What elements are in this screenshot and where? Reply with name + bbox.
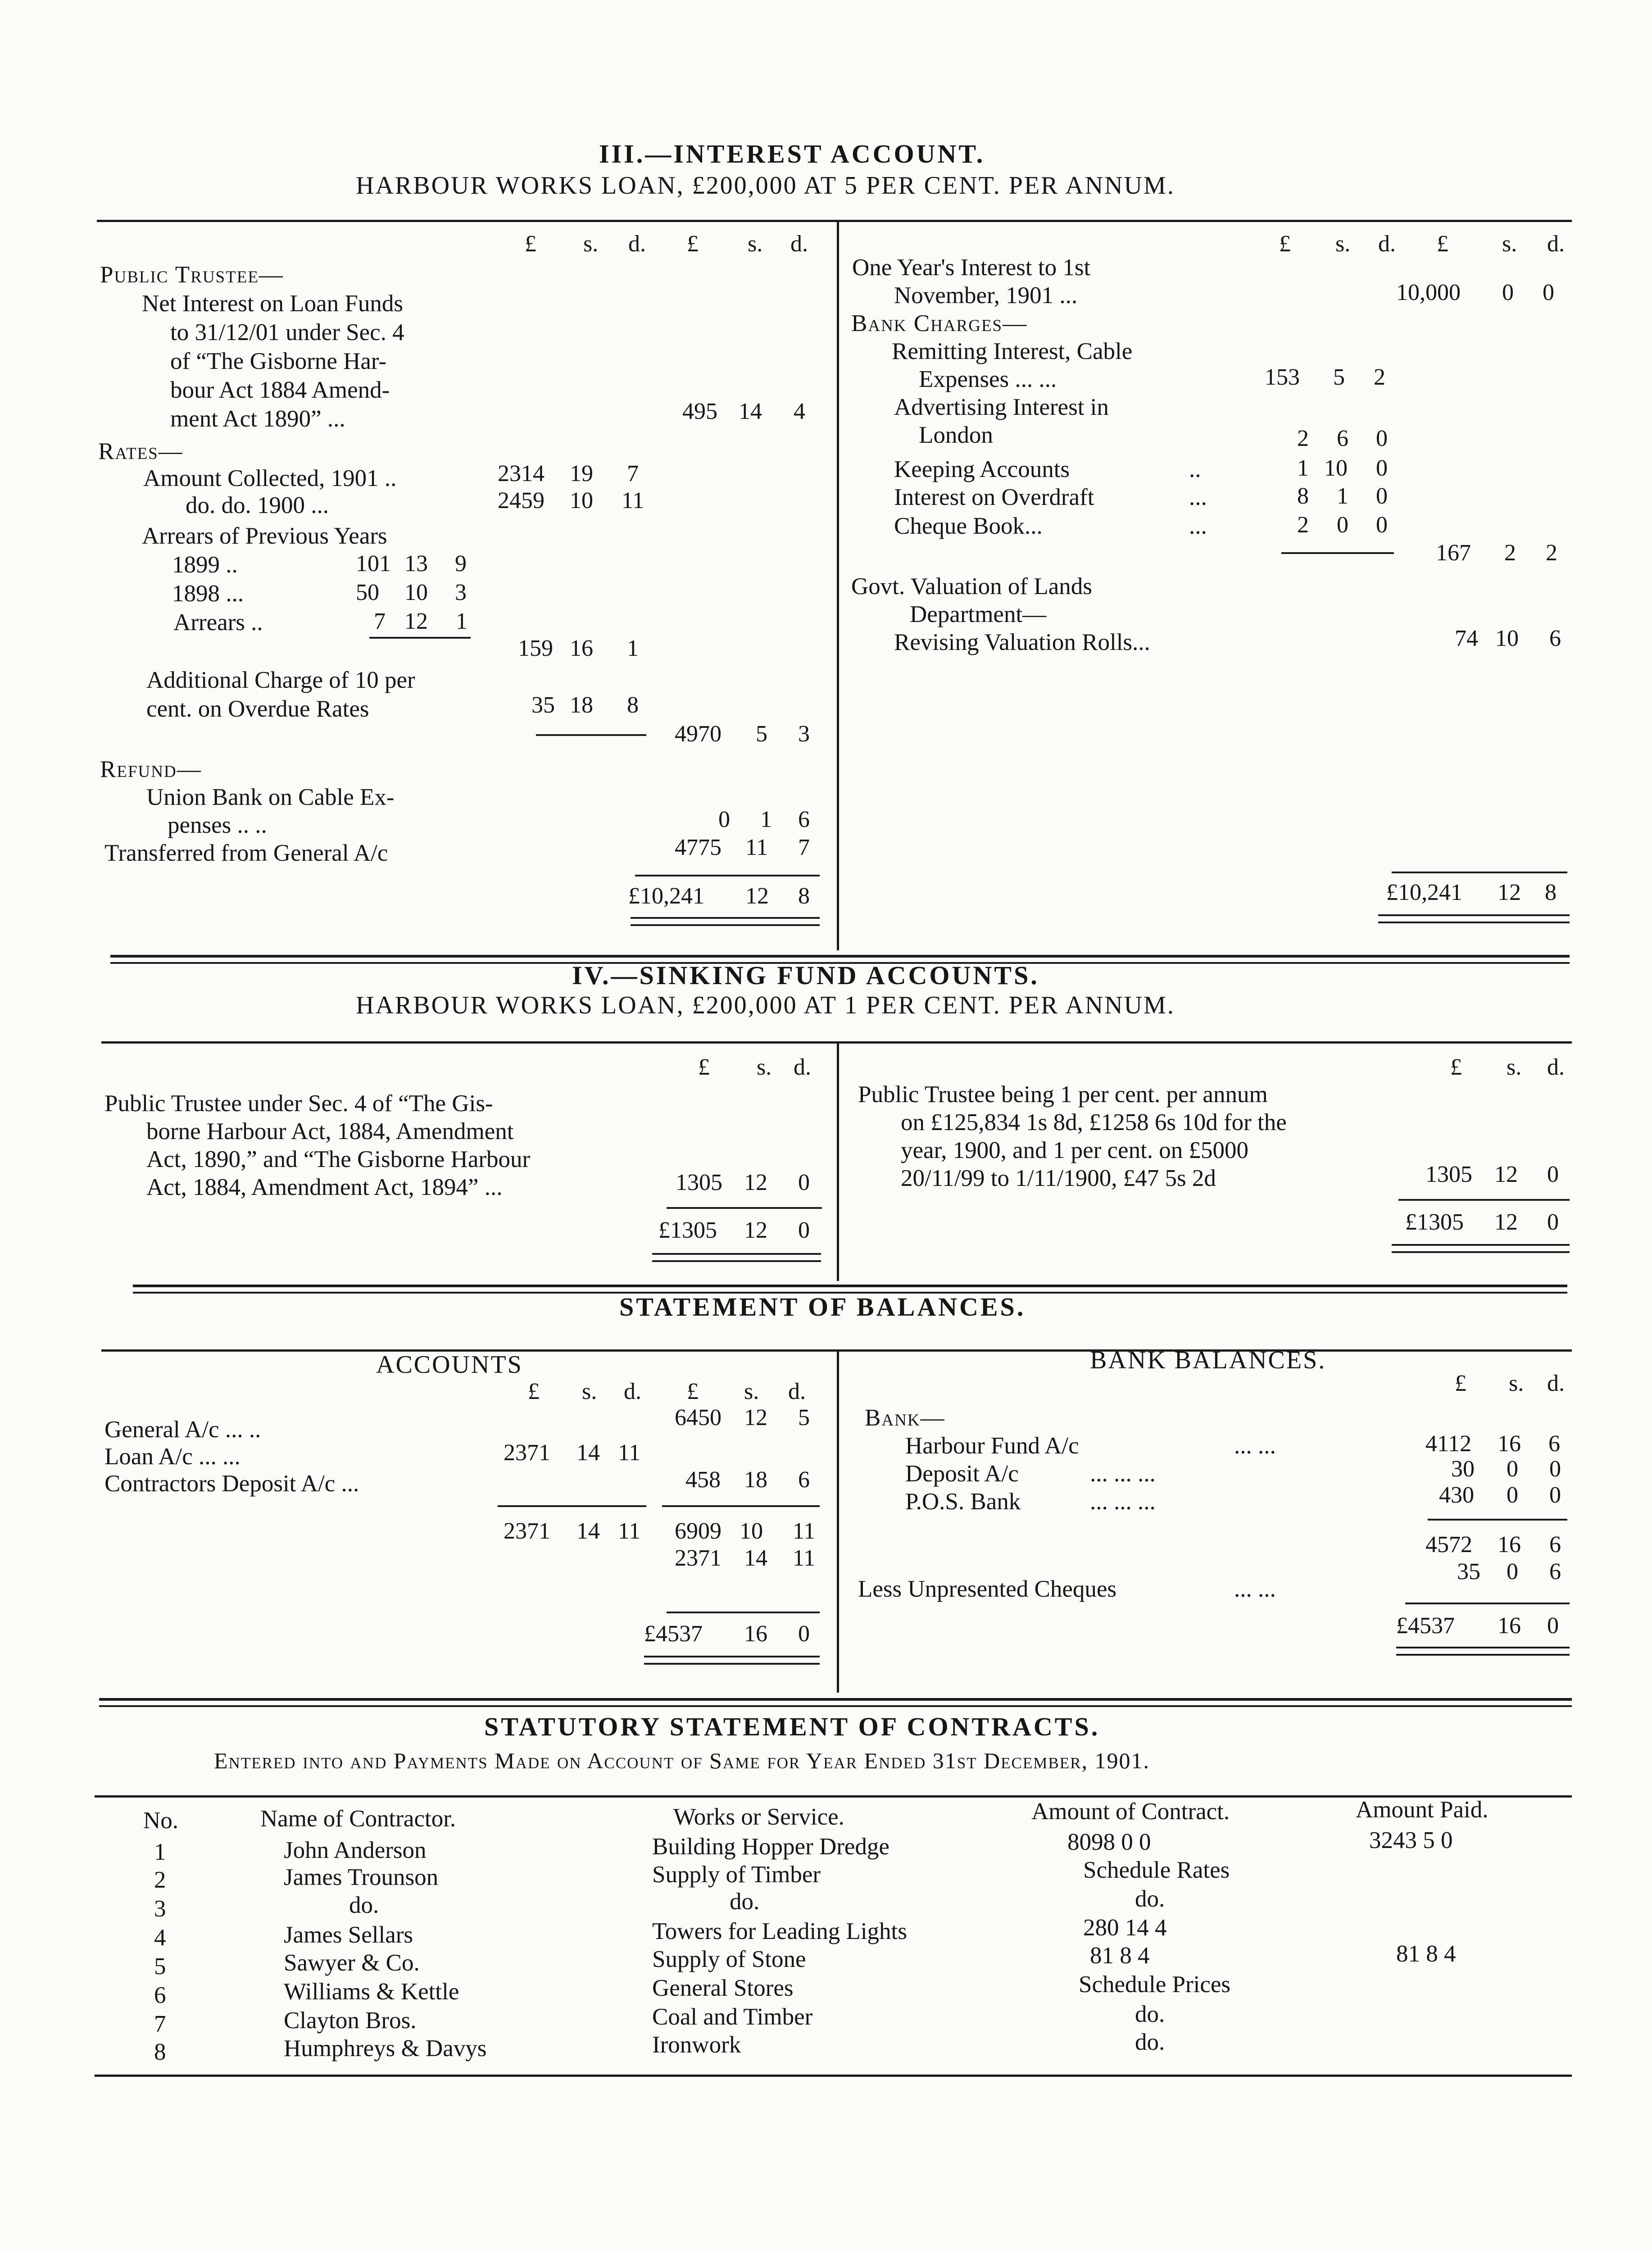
bank-charges-label: Bank Charges— <box>851 310 1028 336</box>
contractors-deposit-label: Contractors Deposit A/c ... <box>104 1471 359 1497</box>
net-interest-line-3: of “The Gisborne Har- <box>170 348 387 374</box>
transferred-shillings: 11 <box>745 835 768 860</box>
right-total-double-rule <box>1378 914 1570 923</box>
col-s: s. <box>1507 1054 1522 1080</box>
govt-line-2: Department— <box>910 601 1047 627</box>
advertising-shillings: 6 <box>1337 426 1348 451</box>
right-total-rule <box>1392 872 1567 873</box>
contract-work: Building Hopper Dredge <box>652 1834 890 1860</box>
sinking-subtitle: HARBOUR WORKS LOAN, £200,000 AT 1 PER CENT. PER ANNUM. <box>356 991 1175 1019</box>
collected-1900-pence: 11 <box>622 488 644 513</box>
sinking-right-total-shillings: 12 <box>1494 1209 1518 1235</box>
contractor-name: James Trounson <box>284 1864 439 1890</box>
contractors-deposit-pence: 6 <box>798 1467 810 1493</box>
additional-shillings: 18 <box>570 692 593 718</box>
dr-total-shillings: 14 <box>576 1518 600 1544</box>
deposit-ac-pence: 0 <box>1549 1456 1561 1482</box>
general-ac-pence: 5 <box>798 1405 810 1430</box>
sinking-right-rule <box>1398 1199 1570 1201</box>
deposit-ac-shillings: 0 <box>1507 1456 1518 1482</box>
sinking-right-shillings: 12 <box>1494 1162 1518 1187</box>
less-cheques-pence: 6 <box>1549 1559 1561 1585</box>
contractors-deposit-shillings: 18 <box>744 1467 767 1493</box>
sinking-right-line-4: 20/11/99 to 1/11/1900, £47 5s 2d <box>901 1165 1216 1191</box>
pos-bank-pounds: 430 <box>1439 1482 1474 1508</box>
sinking-right-line-3: year, 1900, and 1 per cent. on £5000 <box>901 1137 1249 1163</box>
contract-work: Supply of Stone <box>652 1946 806 1972</box>
rates-underline <box>536 734 646 736</box>
rates-label: Rates— <box>98 438 183 464</box>
arrears-1899-label: 1899 .. <box>172 552 238 578</box>
left-total-pence: 8 <box>798 883 810 909</box>
remitting-line-1: Remitting Interest, Cable <box>892 338 1133 364</box>
cheque-pence: 0 <box>1376 512 1388 538</box>
left-total-rule <box>635 875 820 876</box>
bank-subtotal-shillings: 16 <box>1498 1532 1521 1557</box>
contracts-header-paid: Amount Paid. <box>1356 1797 1489 1823</box>
advertising-pounds: 2 <box>1297 426 1309 451</box>
contract-work: do. <box>730 1889 760 1915</box>
cr-total-pounds: 6909 <box>675 1518 722 1544</box>
pos-bank-dots: ... ... ... <box>1090 1489 1156 1515</box>
contracts-title: STATUTORY STATEMENT OF CONTRACTS. <box>484 1712 1100 1741</box>
less-cheques-dots: ... ... <box>1234 1576 1276 1602</box>
rates-total-shillings: 5 <box>756 721 767 747</box>
dr-total-pence: 11 <box>618 1518 641 1544</box>
interest-title: III.—INTEREST ACCOUNT. <box>599 139 985 168</box>
contracts-top-rule <box>95 1795 1572 1798</box>
cr-less-pence: 11 <box>793 1545 816 1571</box>
col-s: s. <box>748 231 763 257</box>
deposit-ac-dots: ... ... ... <box>1090 1461 1156 1487</box>
pos-bank-label: P.O.S. Bank <box>905 1489 1021 1515</box>
additional-pence: 8 <box>627 692 639 718</box>
harbour-fund-label: Harbour Fund A/c <box>905 1433 1079 1459</box>
accounts-heading: ACCOUNTS <box>376 1351 523 1379</box>
net-interest-line-4: bour Act 1884 Amend- <box>170 377 390 403</box>
col-d: d. <box>628 231 646 257</box>
contractor-name: Humphreys & Davys <box>284 2035 487 2061</box>
net-total-pounds: £4537 <box>644 1621 703 1647</box>
deposit-ac-label: Deposit A/c <box>905 1461 1019 1487</box>
arrears-total-pounds: 159 <box>518 636 553 661</box>
contract-work: Supply of Timber <box>652 1862 821 1888</box>
pos-bank-shillings: 0 <box>1507 1482 1518 1508</box>
cr-underline <box>662 1505 820 1507</box>
section-rule <box>99 1698 1572 1701</box>
interest-top-rule <box>97 220 1572 222</box>
less-cheques-label: Less Unpresented Cheques <box>858 1576 1117 1602</box>
col-s: s. <box>744 1379 759 1404</box>
sinking-divider <box>837 1042 839 1281</box>
net-total-pence: 0 <box>798 1621 810 1647</box>
contract-amount: do. <box>1135 2029 1165 2055</box>
col-d: d. <box>794 1054 811 1080</box>
transferred-label: Transferred from General A/c <box>104 840 388 866</box>
bank-final-pence: 0 <box>1547 1613 1559 1639</box>
advertising-line-1: Advertising Interest in <box>894 394 1109 420</box>
sinking-left-shillings: 12 <box>744 1170 767 1195</box>
contract-no: 8 <box>154 2039 166 2065</box>
contract-no: 5 <box>154 1953 166 1980</box>
net-total-double-rule <box>644 1656 820 1665</box>
loan-ac-shillings: 14 <box>576 1440 600 1466</box>
govt-pence: 6 <box>1549 626 1561 651</box>
loan-ac-label: Loan A/c ... ... <box>104 1444 241 1470</box>
keeping-label: Keeping Accounts <box>894 456 1070 482</box>
collected-1900-shillings: 10 <box>570 488 593 513</box>
union-bank-pounds: 0 <box>718 807 730 832</box>
contractor-name: Williams & Kettle <box>284 1979 459 2005</box>
bank-subtotal-pence: 6 <box>1549 1532 1561 1557</box>
overdraft-pounds: 8 <box>1297 483 1309 509</box>
collected-1901-shillings: 19 <box>570 461 593 486</box>
right-total-pence: 8 <box>1545 880 1557 905</box>
arrears-1898-label: 1898 ... <box>172 581 244 607</box>
general-ac-label: General A/c ... .. <box>104 1417 261 1443</box>
col-pound: £ <box>525 231 536 257</box>
keeping-dots: .. <box>1189 456 1201 482</box>
one-year-line-1: One Year's Interest to 1st <box>852 254 1091 281</box>
contractor-name: James Sellars <box>284 1922 413 1948</box>
left-total-double-rule <box>631 917 820 926</box>
left-total-pounds: £10,241 <box>628 883 704 909</box>
govt-line-1: Govt. Valuation of Lands <box>851 573 1092 599</box>
collected-1900-pounds: 2459 <box>498 488 545 513</box>
remitting-pence: 2 <box>1374 364 1385 390</box>
bank-balances-heading: BANK BALANCES. <box>1090 1346 1326 1374</box>
sinking-right-pounds: 1305 <box>1425 1162 1472 1187</box>
contract-work: General Stores <box>652 1975 794 2001</box>
overdraft-label: Interest on Overdraft <box>894 484 1094 510</box>
deposit-ac-pounds: 30 <box>1451 1456 1475 1482</box>
overdraft-pence: 0 <box>1376 483 1388 509</box>
col-pound: £ <box>698 1054 710 1080</box>
col-s: s. <box>582 1379 597 1404</box>
cr-total-pence: 11 <box>793 1518 816 1544</box>
col-pound: £ <box>1450 1054 1462 1080</box>
arrears-1899-shillings: 13 <box>404 551 428 577</box>
cheque-shillings: 0 <box>1337 512 1348 538</box>
keeping-pence: 0 <box>1376 455 1388 481</box>
harbour-fund-dots: ... ... <box>1234 1433 1276 1459</box>
bank-subtotal-pounds: 4572 <box>1425 1532 1472 1557</box>
net-interest-pence: 4 <box>794 399 805 424</box>
col-d: d. <box>1378 231 1396 257</box>
arrears-1898-shillings: 10 <box>404 580 428 605</box>
net-interest-shillings: 14 <box>739 399 762 424</box>
contract-no: 2 <box>154 1867 166 1893</box>
section-rule <box>110 955 1570 958</box>
additional-pounds: 35 <box>531 692 555 718</box>
col-d: d. <box>1547 1371 1565 1396</box>
less-cheques-pounds: 35 <box>1457 1559 1480 1585</box>
col-d: d. <box>1547 1054 1565 1080</box>
bank-final-shillings: 16 <box>1498 1613 1521 1639</box>
contracts-subtitle: Entered into and Payments Made on Account of Same for Year Ended 31st December, 1901. <box>214 1748 1150 1773</box>
remitting-pounds: 153 <box>1265 364 1300 390</box>
harbour-fund-shillings: 16 <box>1498 1431 1521 1457</box>
union-bank-line-2: penses .. .. <box>168 812 267 838</box>
remitting-line-2: Expenses ... ... <box>919 366 1057 392</box>
section-rule <box>99 1705 1572 1707</box>
contract-amount: do. <box>1135 1886 1165 1912</box>
cr-total-shillings: 10 <box>740 1518 763 1544</box>
arrears-1898-pence: 3 <box>455 580 467 605</box>
contracts-header-no: No. <box>143 1807 179 1834</box>
one-year-shillings: 0 <box>1502 280 1514 305</box>
bank-charges-underline <box>1281 552 1394 554</box>
col-s: s. <box>583 231 599 257</box>
sinking-left-pence: 0 <box>798 1170 810 1195</box>
one-year-pounds: 10,000 <box>1396 280 1461 305</box>
right-total-pounds: £10,241 <box>1386 880 1462 905</box>
col-s: s. <box>1502 231 1517 257</box>
sinking-left-line-3: Act, 1890,” and “The Gisborne Harbour <box>146 1146 531 1172</box>
arrears-previous-label: Arrears of Previous Years <box>142 523 387 549</box>
contract-paid: 3243 5 0 <box>1369 1827 1453 1853</box>
general-ac-shillings: 12 <box>744 1405 767 1430</box>
bank-total-shillings: 2 <box>1504 540 1516 566</box>
cheque-label: Cheque Book... <box>894 513 1043 539</box>
keeping-pounds: 1 <box>1297 455 1309 481</box>
remitting-shillings: 5 <box>1333 364 1345 390</box>
overdraft-shillings: 1 <box>1337 483 1348 509</box>
union-bank-line-1: Union Bank on Cable Ex- <box>146 784 395 810</box>
col-pound: £ <box>1437 231 1448 257</box>
bank-total-pounds: 167 <box>1436 540 1471 566</box>
contract-work: Ironwork <box>652 2032 741 2058</box>
contract-amount: 81 8 4 <box>1090 1943 1150 1969</box>
bank-total-pence: 2 <box>1546 540 1557 566</box>
contract-no: 4 <box>154 1925 166 1951</box>
contract-work: Towers for Leading Lights <box>652 1918 907 1944</box>
sinking-left-total-pounds: £1305 <box>658 1217 717 1243</box>
contracts-header-work: Works or Service. <box>673 1804 844 1830</box>
sinking-left-line-2: borne Harbour Act, 1884, Amendment <box>146 1118 514 1144</box>
contract-amount: 8098 0 0 <box>1067 1829 1151 1855</box>
govt-line-3: Revising Valuation Rolls... <box>894 629 1150 655</box>
sinking-right-total-pence: 0 <box>1547 1209 1559 1235</box>
col-pound: £ <box>528 1379 540 1404</box>
bank-total-double-rule <box>1396 1647 1570 1656</box>
cr-less-shillings: 14 <box>744 1545 767 1571</box>
keeping-shillings: 10 <box>1324 455 1348 481</box>
net-interest-line-2: to 31/12/01 under Sec. 4 <box>170 319 404 345</box>
net-interest-pounds: 495 <box>682 399 717 424</box>
sinking-right-line-1: Public Trustee being 1 per cent. per annum <box>858 1081 1268 1108</box>
contract-work: Coal and Timber <box>652 2004 813 2030</box>
sinking-right-double-rule <box>1392 1244 1570 1253</box>
section-rule <box>133 1285 1567 1287</box>
sinking-left-line-4: Act, 1884, Amendment Act, 1894” ... <box>146 1174 503 1200</box>
one-year-pence: 0 <box>1543 280 1554 305</box>
sinking-left-total-pence: 0 <box>798 1217 810 1243</box>
bank-final-pounds: £4537 <box>1396 1613 1455 1639</box>
contractor-name: Sawyer & Co. <box>284 1950 420 1976</box>
transferred-pence: 7 <box>798 835 810 860</box>
contract-amount: Schedule Prices <box>1079 1971 1231 1998</box>
collected-1901-pence: 7 <box>627 461 639 486</box>
loan-ac-pence: 11 <box>618 1440 641 1466</box>
sinking-left-total-shillings: 12 <box>744 1217 767 1243</box>
net-total-shillings: 16 <box>744 1621 767 1647</box>
contract-amount: do. <box>1135 2001 1165 2027</box>
col-pound: £ <box>687 1379 699 1404</box>
col-d: d. <box>624 1379 641 1404</box>
additional-line-1: Additional Charge of 10 per <box>146 667 415 693</box>
contract-amount: 280 14 4 <box>1083 1915 1167 1941</box>
arrears-shillings: 12 <box>404 608 428 634</box>
arrears-1899-pence: 9 <box>455 551 467 577</box>
less-cheques-shillings: 0 <box>1507 1559 1518 1585</box>
arrears-1899-pounds: 101 <box>356 551 391 577</box>
collected-1901-pounds: 2314 <box>498 461 545 486</box>
arrears-underline <box>369 637 471 639</box>
col-s: s. <box>1509 1371 1524 1396</box>
contractor-name: do. <box>349 1892 379 1918</box>
arrears-pence: 1 <box>456 608 467 634</box>
bank-subtotal-rule <box>1428 1519 1567 1521</box>
sinking-left-rule <box>667 1207 822 1209</box>
sinking-right-total-pounds: £1305 <box>1405 1209 1464 1235</box>
col-pound: £ <box>1279 231 1291 257</box>
sinking-left-double-rule <box>652 1253 821 1262</box>
union-bank-shillings: 1 <box>760 807 772 832</box>
col-d: d. <box>1547 231 1565 257</box>
sinking-title: IV.—SINKING FUND ACCOUNTS. <box>572 961 1039 990</box>
contract-no: 1 <box>154 1839 166 1865</box>
contract-no: 3 <box>154 1896 166 1922</box>
sinking-right-pence: 0 <box>1547 1162 1559 1187</box>
contract-amount: Schedule Rates <box>1083 1857 1230 1883</box>
contract-no: 7 <box>154 2011 166 2037</box>
loan-ac-pounds: 2371 <box>504 1440 550 1466</box>
advertising-pence: 0 <box>1376 426 1388 451</box>
cheque-dots: ... <box>1189 513 1207 539</box>
contract-no: 6 <box>154 1982 166 2008</box>
contractor-name: John Anderson <box>284 1837 427 1863</box>
col-d: d. <box>790 231 808 257</box>
govt-shillings: 10 <box>1495 626 1519 651</box>
cheque-pounds: 2 <box>1297 512 1309 538</box>
bank-label: Bank— <box>865 1405 945 1431</box>
col-s: s. <box>1335 231 1351 257</box>
refund-label: Refund— <box>100 756 202 782</box>
col-d: d. <box>788 1379 806 1404</box>
arrears-1898-pounds: 50 <box>356 580 379 605</box>
col-s: s. <box>757 1054 772 1080</box>
bank-total-rule <box>1405 1603 1570 1604</box>
harbour-fund-pence: 6 <box>1548 1431 1560 1457</box>
net-interest-line-1: Net Interest on Loan Funds <box>142 291 403 317</box>
general-ac-pounds: 6450 <box>675 1405 722 1430</box>
pos-bank-pence: 0 <box>1549 1482 1561 1508</box>
interest-subtitle: HARBOUR WORKS LOAN, £200,000 AT 5 PER CENT. PER ANNUM. <box>356 172 1175 200</box>
contracts-bottom-rule <box>95 2075 1572 2077</box>
arrears-label: Arrears .. <box>173 609 263 636</box>
right-total-shillings: 12 <box>1498 880 1521 905</box>
collected-1900: do. do. 1900 ... <box>186 492 329 518</box>
dr-total-pounds: 2371 <box>504 1518 550 1544</box>
dr-underline <box>498 1505 646 1507</box>
cr-less-pounds: 2371 <box>675 1545 722 1571</box>
contracts-header-name: Name of Contractor. <box>260 1806 456 1832</box>
contract-paid: 81 8 4 <box>1396 1941 1456 1967</box>
rates-total-pounds: 4970 <box>675 721 722 747</box>
harbour-fund-pounds: 4112 <box>1425 1431 1472 1457</box>
arrears-total-pence: 1 <box>627 636 639 661</box>
rates-total-pence: 3 <box>798 721 810 747</box>
advertising-line-2: London <box>919 422 993 448</box>
public-trustee-label: Public Trustee— <box>100 262 284 288</box>
transferred-pounds: 4775 <box>675 835 722 860</box>
one-year-line-2: November, 1901 ... <box>894 282 1078 309</box>
arrears-total-shillings: 16 <box>570 636 593 661</box>
union-bank-pence: 6 <box>798 807 810 832</box>
govt-pounds: 74 <box>1455 626 1478 651</box>
arrears-pounds: 7 <box>374 608 386 634</box>
sinking-left-line-1: Public Trustee under Sec. 4 of “The Gis- <box>104 1090 493 1117</box>
col-pound: £ <box>687 231 699 257</box>
contractors-deposit-pounds: 458 <box>685 1467 721 1493</box>
left-total-shillings: 12 <box>745 883 769 909</box>
contracts-header-contract: Amount of Contract. <box>1031 1798 1230 1825</box>
col-pound: £ <box>1455 1371 1466 1396</box>
balances-divider <box>837 1350 839 1693</box>
amount-collected-1901: Amount Collected, 1901 .. <box>143 465 397 491</box>
net-interest-line-5: ment Act 1890” ... <box>170 406 345 432</box>
sinking-right-line-2: on £125,834 1s 8d, £1258 6s 10d for the <box>901 1109 1287 1135</box>
interest-divider <box>837 221 839 950</box>
balances-title: STATEMENT OF BALANCES. <box>619 1292 1026 1321</box>
contractor-name: Clayton Bros. <box>284 2007 417 2034</box>
net-total-rule <box>667 1612 820 1613</box>
sinking-left-pounds: 1305 <box>676 1170 722 1195</box>
additional-line-2: cent. on Overdue Rates <box>146 696 369 722</box>
overdraft-dots: ... <box>1189 484 1207 510</box>
